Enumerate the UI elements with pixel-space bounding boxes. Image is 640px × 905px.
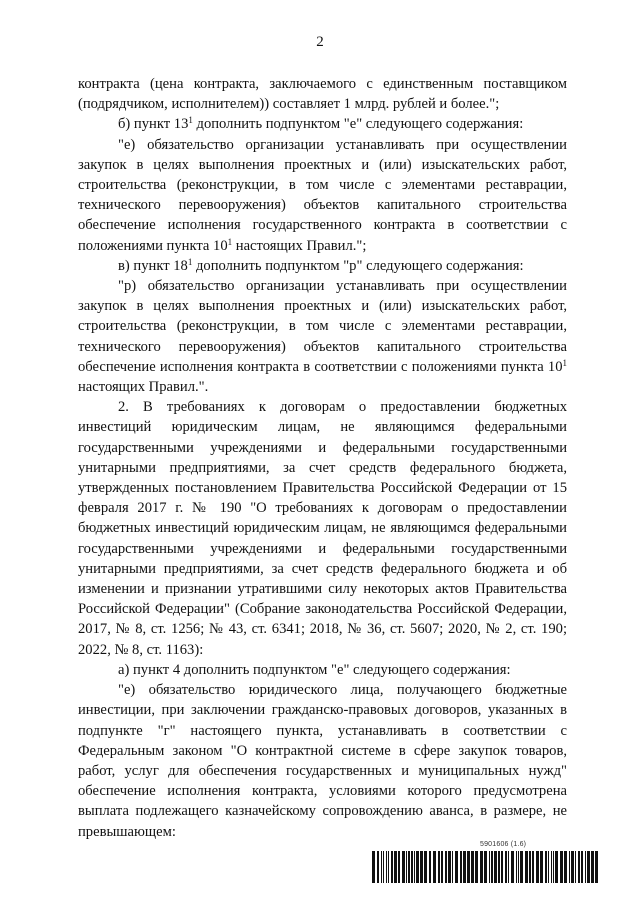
paragraph-7-text: а) пункт 4 дополнить подпунктом "е" следующего содержания: <box>118 661 511 678</box>
paragraph-2-text: б) пункт 13 <box>118 116 189 133</box>
paragraph-4-text: в) пункт 18 <box>118 257 188 274</box>
paragraph-5 <box>78 276 567 397</box>
paragraph-3-text-after: настоящих Правил."; <box>232 237 367 254</box>
paragraph-2-text-after: дополнить подпунктом "е" следующего содержания: <box>192 116 524 133</box>
page-number: 2 <box>316 34 324 50</box>
document-code: 5901606 (1.6) <box>480 841 527 848</box>
paragraph-2-superscript: 1 <box>188 115 193 126</box>
paragraph-2 <box>78 114 567 134</box>
paragraph-3-superscript: 1 <box>227 236 233 247</box>
paragraph-6 <box>78 397 567 660</box>
paragraph-8-text: "е) обязательство юридического лица, получающего бюджетные инвестиции, при заключении гражданско-правовых договоров, указанных в подпункте "г" настоящего пункта, устанавливать в соответствии с Федеральным законом "О контрактной системе в сфере закупок товаров, работ, услуг для обеспечения государственных и муниципальных нужд" обеспечение исполнения контракта, условиями которого предусмотрена выплата подлежащего казначейскому сопровождению аванса, в размере, не превышающем: <box>78 682 567 840</box>
paragraph-1-text: контракта (цена контракта, заключаемого с единственным поставщиком (подрядчиком, исполнителем)) составляет 1 млрд. рублей и более."; <box>78 76 567 113</box>
paragraph-5-text: "р) обязательство организации устанавливать при осуществлении закупок в целях выполнения проектных и (или) изыскательских работ, строительства (реконструкции, в том числе с элементами реставрации, технического перевооружения) объектов капитального строительства обеспечение исполнения контракта в соответствии с положениями пункта 10 <box>78 278 567 375</box>
paragraph-6-text: 2. В требованиях к договорам о предоставлении бюджетных инвестиций юридическим лицам, не являющимся федеральными государственными учреждениями и федеральными государственными унитарными предприятиями, за счет средств федерального бюджета, утвержденных постановлением Правительства Российской Федерации от 15 февраля 2017 г. № 190 "О требованиях к договорам о предоставлении бюджетных инвестиций юридическим лицам, не являющимся федеральными государственными учреждениями и федеральными государственными унитарными предприятиями, за счет средств федерального бюджета и об изменении и признании утратившими силу некоторых актов Правительства Российской Федерации" (Собрание законодательства Российской Федерации, 2017, № 8, ст. 1256; № 43, ст. 6341; 2018, № 36, ст. 5607; 2020, № 2, ст. 190; 2022, № 8, ст. 1163): <box>78 399 567 658</box>
paragraph-5-text-after: настоящих Правил.". <box>78 379 209 396</box>
barcode-icon <box>372 851 598 883</box>
paragraph-7 <box>78 660 567 680</box>
paragraph-3 <box>78 135 567 256</box>
paragraph-4-text-after: дополнить подпунктом "р" следующего содержания: <box>192 257 524 274</box>
paragraph-4 <box>78 256 567 276</box>
paragraph-4-superscript: 1 <box>187 256 193 267</box>
paragraph-8 <box>78 680 567 842</box>
paragraph-1 <box>78 74 567 114</box>
document-body <box>78 74 567 842</box>
paragraph-3-text: "е) обязательство организации устанавливать при осуществлении закупок в целях выполнения проектных и (или) изыскательских работ, строительства (реконструкции, в том числе с элементами реставрации, технического перевооружения) объектов капитального строительства обеспечение исполнения государственного контракта в соответствии с положениями пункта 10 <box>78 136 567 254</box>
paragraph-5-superscript: 1 <box>562 357 567 368</box>
